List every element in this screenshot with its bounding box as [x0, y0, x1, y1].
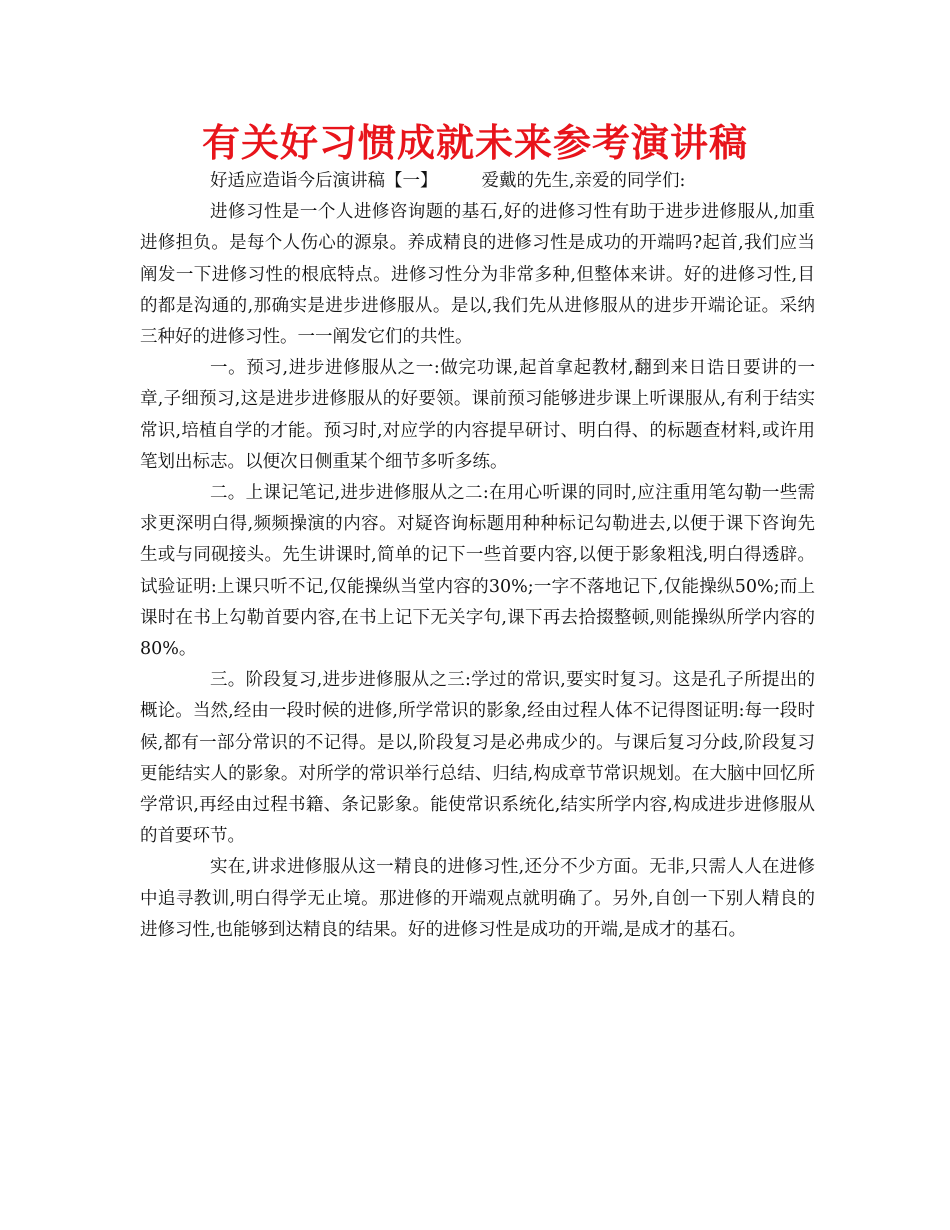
document-body [140, 166, 815, 946]
document-title: 有关好习惯成就未来参考演讲稿 [201, 121, 748, 165]
paragraph-2: 一。预习,进步进修服从之一:做完功课,起首拿起教材,翻到来日诰日要讲的一章,子细预习,这是进步进修服从的好要领。课前预习能够进步课上听课服从,有利于结实常识,培植自学的才能。预习时,对应学的内容提早研讨、明白得、的标题查材料,或许用笔划出标志。以便次日侧重某个细节多听多练。 [140, 358, 815, 472]
greeting: 爱戴的先生,亲爱的同学们: [481, 171, 686, 191]
speech-subtitle: 好适应造诣今后演讲稿【一】 [210, 171, 438, 191]
paragraph-3: 二。上课记笔记,进步进修服从之二:在用心听课的同时,应注重用笔勾勒一些需求更深明白得,频频操演的内容。对疑咨询标题用种种标记勾勒进去,以便于课下咨询先生或与同砚接头。先生讲课时,简单的记下一些首要内容,以便于影象粗浅,明白得透辟。试验证明:上课只听不记,仅能操纵当堂内容的30%;一字不落地记下,仅能操纵50%;而上课时在书上勾勒首要内容,在书上记下无关字句,课下再去拾掇整顿,则能操纵所学内容的80%。 [140, 483, 815, 660]
paragraph-5: 实在,讲求进修服从这一精良的进修习性,还分不少方面。无非,只需人人在进修中追寻教训,明白得学无止境。那进修的开端观点就明确了。另外,自创一下别人精良的进修习性,也能够到达精良的结果。好的进修习性是成功的开端,是成才的基石。 [140, 857, 815, 940]
subtitle-line [140, 166, 815, 197]
paragraph-1: 进修习性是一个人进修咨询题的基石,好的进修习性有助于进步进修服从,加重进修担负。是每个人伤心的源泉。养成精良的进修习性是成功的开端吗?起首,我们应当阐发一下进修习性的根底特点。进修习性分为非常多种,但整体来讲。好的进修习性,目的都是沟通的,那确实是进步进修服从。是以,我们先从进修服从的进步开端论证。采纳三种好的进修习性。一一阐发它们的共性。 [140, 202, 815, 348]
paragraph-4: 三。阶段复习,进步进修服从之三:学过的常识,要实时复习。这是孔子所提出的概论。当然,经由一段时候的进修,所学常识的影象,经由过程人体不记得图证明:每一段时候,都有一部分常识的不记得。是以,阶段复习是必弗成少的。与课后复习分歧,阶段复习更能结实人的影象。对所学的常识举行总结、归结,构成章节常识规划。在大脑中回忆所学常识,再经由过程书籍、条记影象。能使常识系统化,结实所学内容,构成进步进修服从的首要环节。 [140, 670, 815, 847]
